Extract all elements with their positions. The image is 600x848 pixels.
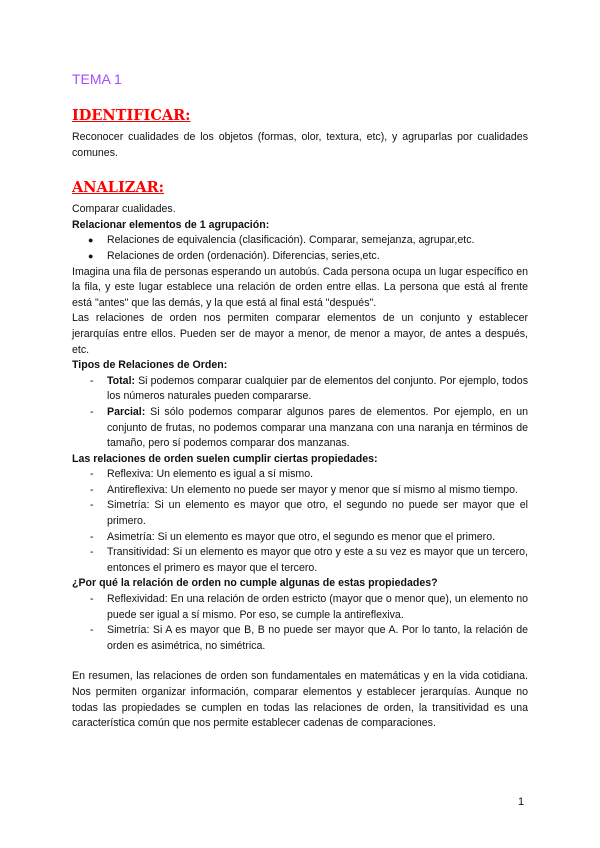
list-item: - Total: Si podemos comparar cualquier par de elementos del conjunto. Por ejemplo, todos los números naturales pueden compararse. [90, 374, 528, 403]
dash-icon: - [90, 624, 94, 637]
section-heading-analizar: ANALIZAR: [72, 179, 164, 197]
dash-icon: - [90, 546, 94, 559]
page-title: TEMA 1 [72, 71, 122, 87]
paragraph-resumen: En resumen, las relaciones de orden son fundamentales en matemáticas y en la vida cotidiana. Nos permiten organizar información, comparar elementos y establecer jerarquías. Aunque no todas las propiedades se cumplen en todas las relaciones de orden, la transitividad es una característica común que nos permite establecer cadenas de comparaciones. [72, 670, 528, 730]
tipos-heading: Tipos de Relaciones de Orden: [72, 359, 228, 372]
dash-icon: - [90, 468, 94, 481]
list-item: - Simetría: Si un elemento es mayor que otro, el segundo no puede ser mayor que el primero. [90, 499, 528, 528]
section-heading-identificar: IDENTIFICAR: [72, 107, 191, 124]
dash-icon: - [90, 593, 94, 606]
list-item: - Parcial: Si sólo podemos comparar algunos pares de elementos. Por ejemplo, en un conjunto de frutas, no podemos comparar una manzana con una naranja en términos de tamaño, pero sí podemos comparar dos manzanas. [90, 405, 528, 450]
dash-icon: - [90, 374, 94, 387]
propiedades-list [72, 467, 528, 576]
dash-icon: - [90, 530, 94, 543]
list-item: - Reflexividad: En una relación de orden estricto (mayor que o menor que), un elemento no puede ser igual a sí mismo. Por eso, se cumple la antireflexiva. [90, 593, 528, 621]
porque-heading: ¿Por qué la relación de orden no cumple algunas de estas propiedades? [72, 577, 438, 590]
tipos-list [72, 374, 528, 452]
dash-icon: - [90, 499, 94, 512]
relacionar-list [72, 233, 528, 264]
list-item: - Reflexiva: Un elemento es igual a sí mismo. [72, 467, 528, 483]
bullet-icon: ● [88, 250, 94, 261]
paragraph-relaciones: Las relaciones de orden nos permiten comparar elementos de un conjunto y establecer jerarquías entre ellos. Pueden ser de mayor a menor, de menor a mayor, de antes a después, etc. [72, 312, 528, 356]
list-item: - Antireflexiva: Un elemento no puede ser mayor y menor que sí mismo al mismo tiempo. [72, 483, 528, 499]
relacionar-heading: Relacionar elementos de 1 agrupación: [72, 218, 270, 231]
bullet-icon: ● [88, 235, 94, 246]
paragraph-fila: Imagina una fila de personas esperando un autobús. Cada persona ocupa un lugar específico en la fila, y este lugar establece una relación de orden entre ellas. La persona que está al frente está "antes" que las demás, y la que está al final está "después". [72, 265, 528, 309]
list-item: - Asimetría: Si un elemento es mayor que otro, el segundo es menor que el primero. [72, 530, 528, 546]
dash-icon: - [90, 483, 94, 496]
identificar-text: Reconocer cualidades de los objetos (formas, olor, textura, etc), y agruparlas por cualidades comunes. [72, 131, 528, 159]
propiedades-heading: Las relaciones de orden suelen cumplir ciertas propiedades: [72, 452, 378, 465]
list-item: - Transitividad: Si un elemento es mayor que otro y este a su vez es mayor que un tercero, entonces el primero es mayor que el tercero. [90, 546, 528, 574]
porque-list [72, 592, 528, 654]
list-item: ● Relaciones de orden (ordenación). Diferencias, series,etc. [72, 249, 528, 265]
list-item: ● Relaciones de equivalencia (clasificación). Comparar, semejanza, agrupar,etc. [72, 233, 528, 249]
list-item: - Simetría: Si A es mayor que B, B no puede ser mayor que A. Por lo tanto, la relación de orden es asimétrica, no simétrica. [90, 624, 528, 652]
document-page [72, 70, 528, 732]
analizar-intro: Comparar cualidades. [72, 203, 176, 216]
dash-icon: - [90, 405, 94, 418]
page-number: 1 [518, 796, 525, 808]
